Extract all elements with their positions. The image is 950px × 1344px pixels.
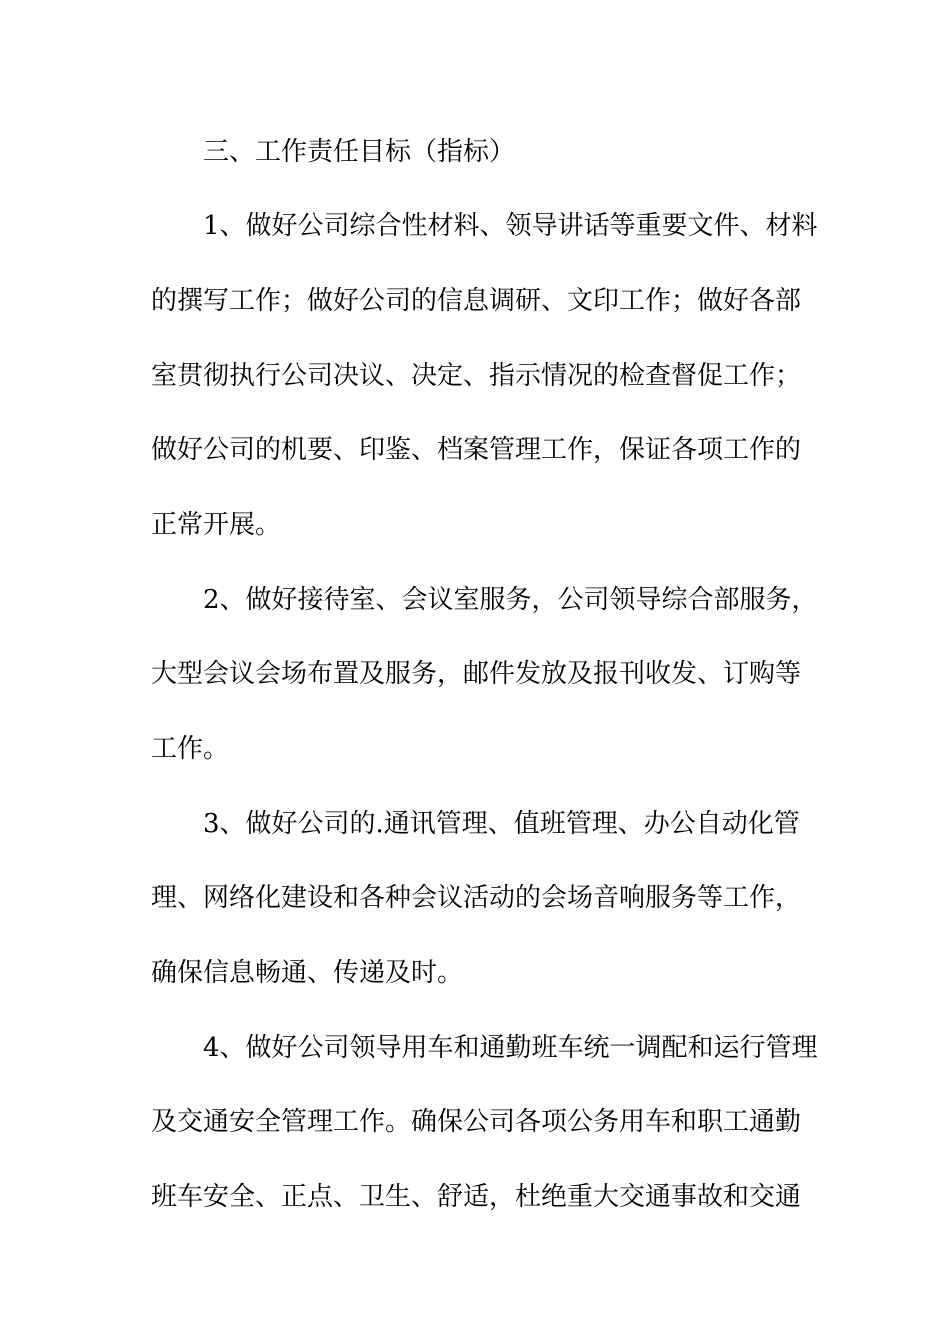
paragraph-3-line-3: 确保信息畅通、传递及时。 [151,958,464,988]
paragraph-2-line-1: 2、做好接待室、会议室服务，公司领导综合部服务， [203,585,818,615]
paragraph-3-line-2: 理、网络化建设和各种会议活动的会场音响服务等工作， [151,883,802,913]
paragraph-1-line-2: 的撰写工作；做好公司的信息调研、文印工作；做好各部 [151,286,802,316]
paragraph-1-line-3: 室贯彻执行公司决议、决定、指示情况的检查督促工作； [151,361,802,391]
paragraph-1-line-4: 做好公司的机要、印鉴、档案管理工作，保证各项工作的 [151,435,802,465]
paragraph-4-line-2: 及交通安全管理工作。确保公司各项公务用车和职工通勤 [151,1107,802,1137]
paragraph-1-line-5: 正常开展。 [151,510,282,540]
paragraph-2-line-2: 大型会议会场布置及服务，邮件发放及报刊收发、订购等 [151,659,802,689]
section-heading: 三、工作责任目标（指标） [203,137,516,167]
paragraph-4-line-3: 班车安全、正点、卫生、舒适，杜绝重大交通事故和交通 [151,1182,802,1212]
paragraph-3-line-1: 3、做好公司的.通讯管理、值班管理、办公自动化管 [203,809,800,839]
paragraph-1-line-1: 1、做好公司综合性材料、领导讲话等重要文件、材料 [203,211,818,241]
paragraph-2-line-3: 工作。 [151,734,230,764]
paragraph-4-line-1: 4、做好公司领导用车和通勤班车统一调配和运行管理 [203,1033,818,1063]
